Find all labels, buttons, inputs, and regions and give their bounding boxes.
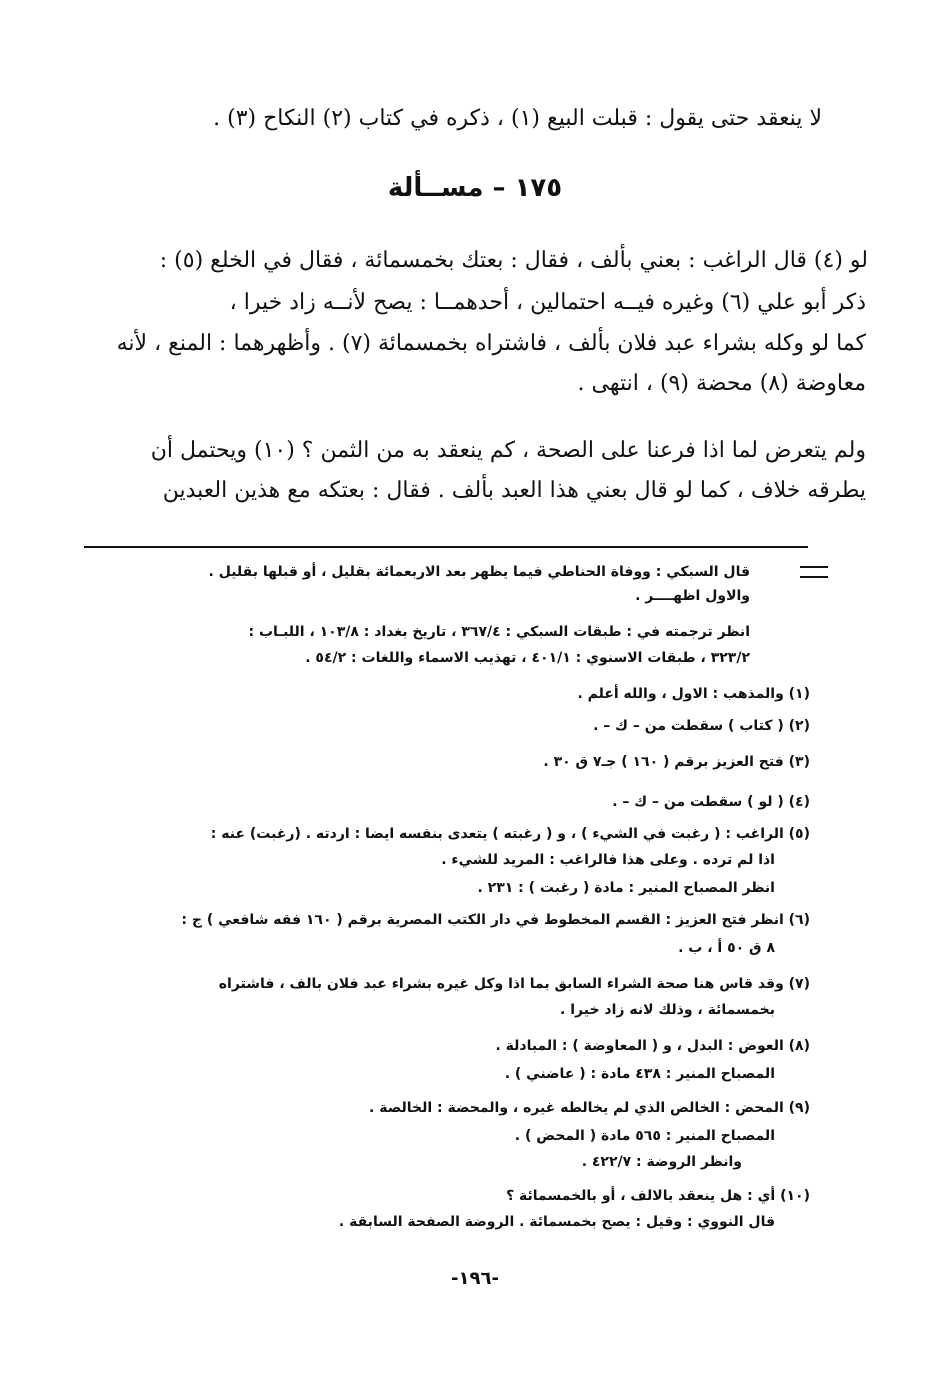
para1-line-2: ذكر أبو علي (٦) وغيره فيــه احتمالين ، أحدهمــا : يصح لأنــه زاد خيرا ، — [229, 290, 866, 315]
footnote-10-line-2: قال النووي : وقيل : يصح بخمسمائة . الروضة الصفحة السابقة . — [338, 1214, 775, 1230]
footnote-7-line-1: (٧) وقد قاس هنا صحة الشراء السابق بما اذا وكل غيره بشراء عبد فلان بالف ، فاشتراه — [218, 976, 810, 992]
scan-smudge — [60, 1290, 140, 1302]
para1-line-4: معاوضة (٨) محضة (٩) ، انتهى . — [577, 371, 866, 396]
footnote-10-line-1: (١٠) أي : هل ينعقد بالالف ، أو بالخمسمائة ؟ — [506, 1188, 810, 1204]
footnote-prev-2: والاول اظهــــر . — [635, 588, 750, 604]
footnote-4: (٤) ( لو ) سقطت من – ك – . — [612, 794, 810, 810]
footnote-9-line-3: وانظر الروضة : ٤٢٢/٧ . — [581, 1154, 742, 1170]
footnote-5-line-3: انظر المصباح المنير : مادة ( رغبت ) : ٢٣١ . — [477, 880, 775, 896]
footnote-9-line-2: المصباح المنير : ٥٦٥ مادة ( المحض ) . — [514, 1128, 775, 1144]
para2-line-2: يطرقه خلاف ، كما لو قال بعني هذا العبد بألف . فقال : بعتكه مع هذين العبدين — [162, 478, 866, 503]
footnote-7-line-2: بخمسمائة ، وذلك لانه زاد خيرا . — [560, 1002, 775, 1018]
footnote-6-line-1: (٦) انظر فتح العزيز : القسم المخطوط في دار الكتب المصرية برقم ( ١٦٠ فقه شافعي ) ج : — [181, 912, 810, 928]
footnote-5-line-2: اذا لم ترده . وعلى هذا فالراغب : المريد للشيء . — [441, 852, 775, 868]
continuation-mark — [800, 566, 828, 578]
footnote-prev-1: قال السبكي : ووفاة الحناطي فيما يظهر بعد الاربعمائة بقليل ، أو قبلها بقليل . — [208, 564, 750, 580]
footnote-2: (٢) ( كتاب ) سقطت من – ك – . — [593, 718, 810, 734]
footnote-8-line-2: المصباح المنير : ٤٣٨ مادة : ( عاضني ) . — [504, 1066, 775, 1082]
footnote-3: (٣) فتح العزيز برقم ( ١٦٠ ) جـ٧ ق ٣٠ . — [543, 754, 810, 770]
footnote-prev-4: ٣٢٣/٢ ، طبقات الاسنوي : ٤٠١/١ ، تهذيب الاسماء واللغات : ٥٤/٢ . — [305, 650, 750, 666]
footnote-8-line-1: (٨) العوض : البدل ، و ( المعاوضة ) : المبادلة . — [495, 1038, 810, 1054]
footnote-5-line-1: (٥) الراغب : ( رغبت في الشيء ) ، و ( رغبته ) يتعدى بنفسه ايضا : اردته . (رغبت) عنه : — [210, 826, 810, 842]
footnote-9-line-1: (٩) المحض : الخالص الذي لم يخالطه غيره ، والمحضة : الخالصة . — [369, 1100, 810, 1116]
para2-line-1: ولم يتعرض لما اذا فرعنا على الصحة ، كم ينعقد به من الثمن ؟ (١٠) ويحتمل أن — [150, 438, 866, 463]
para1-line-3: كما لو وكله بشراء عبد فلان بألف ، فاشتراه بخمسمائة (٧) . وأظهرهما : المنع ، لأنه — [116, 331, 866, 356]
footnote-separator — [84, 546, 808, 548]
para1-line-1-text: لو (٤) قال الراغب : بعني بألف ، فقال : بعتك بخمسمائة ، فقال في الخلع (٥) : — [159, 248, 868, 273]
footnote-prev-3: انظر ترجمته في : طبقات السبكي : ٣٦٧/٤ ، تاريخ بغداد : ١٠٣/٨ ، اللبـاب : — [248, 624, 750, 640]
page-number: -١٩٦- — [451, 1268, 499, 1289]
body-line-top: لا ينعقد حتى يقول : قبلت البيع (١) ، ذكره في كتاب (٢) النكاح (٣) . — [213, 106, 822, 131]
para1-line-1 — [78, 246, 868, 276]
section-heading: ١٧٥ – مســألة — [387, 173, 563, 203]
footnote-6-line-2: ٨ ق ٥٠ أ ، ب . — [678, 940, 775, 956]
footnote-1: (١) والمذهب : الاول ، والله أعلم . — [577, 686, 810, 702]
